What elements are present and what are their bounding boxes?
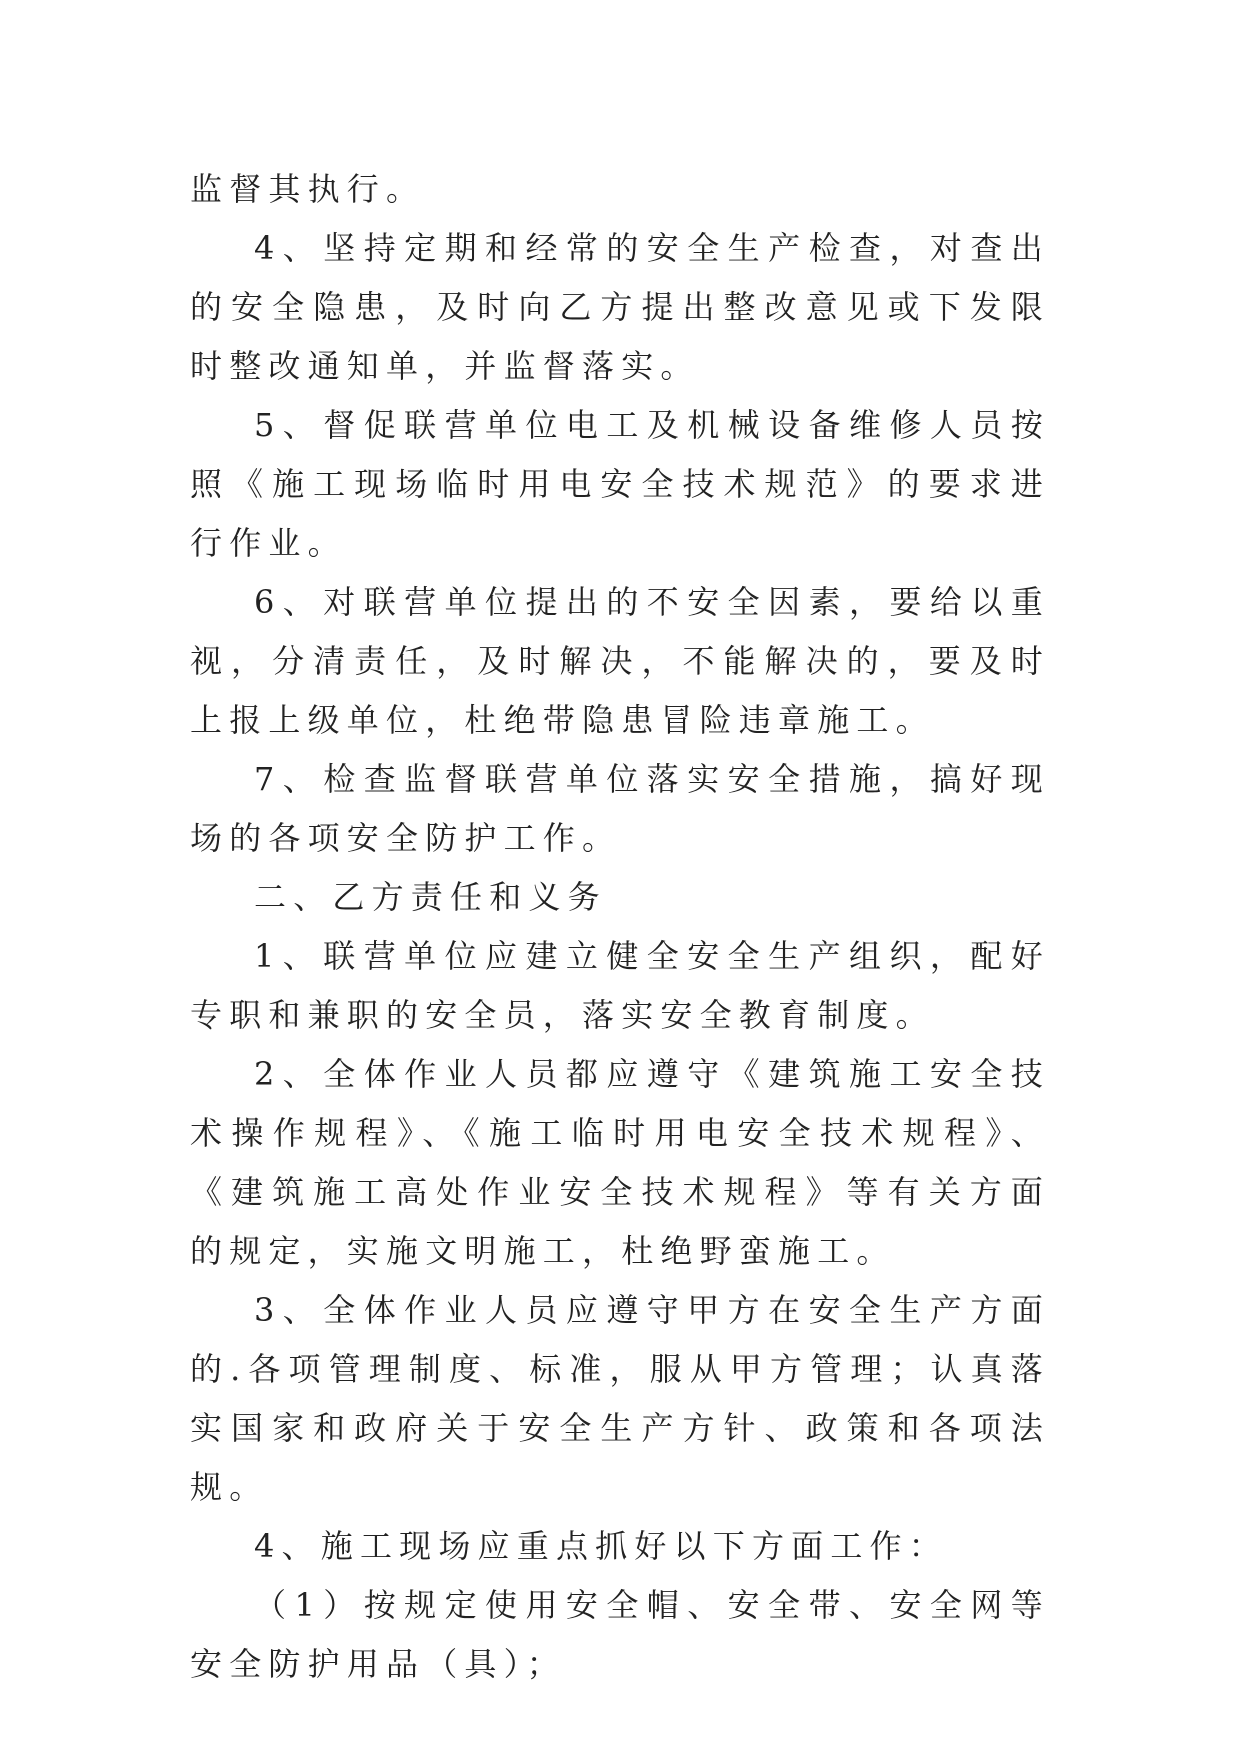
paragraph-party-b-item-1: 1、联营单位应建立健全安全生产组织，配好专职和兼职的安全员，落实安全教育制度。 (190, 937, 1050, 1034)
section-heading-party-b: 二、乙方责任和义务 (254, 878, 607, 916)
paragraph-party-a-item-4: 4、坚持定期和经常的安全生产检查，对查出的安全隐患，及时向乙方提出整改意见或下发限时整改通知单，并监督落实。 (190, 229, 1050, 385)
paragraph-party-b-item-3: 3、全体作业人员应遵守甲方在安全生产方面的.各项管理制度、标准，服从甲方管理；认真落实国家和政府关于安全生产方针、政策和各项法规。 (190, 1291, 1050, 1506)
paragraph-party-a-item-6: 6、对联营单位提出的不安全因素，要给以重视，分清责任，及时解决，不能解决的，要及时上报上级单位，杜绝带隐患冒险违章施工。 (190, 583, 1050, 739)
document-body (190, 160, 1050, 1694)
paragraph-party-a-item-5: 5、督促联营单位电工及机械设备维修人员按照《施工现场临时用电安全技术规范》的要求进行作业。 (190, 406, 1050, 562)
paragraph-party-b-item-4-sub-1: （1）按规定使用安全帽、安全带、安全网等安全防护用品（具）； (190, 1586, 1050, 1683)
paragraph-continuation: 监督其执行。 (190, 170, 426, 208)
paragraph-party-b-item-2: 2、全体作业人员都应遵守《建筑施工安全技术操作规程》、《施工临时用电安全技术规程》、《建筑施工高处作业安全技术规程》等有关方面的规定，实施文明施工，杜绝野蛮施工。 (190, 1055, 1050, 1270)
paragraph-party-b-item-4: 4、施工现场应重点抓好以下方面工作： (254, 1527, 948, 1565)
paragraph-party-a-item-7: 7、检查监督联营单位落实安全措施，搞好现场的各项安全防护工作。 (190, 760, 1050, 857)
